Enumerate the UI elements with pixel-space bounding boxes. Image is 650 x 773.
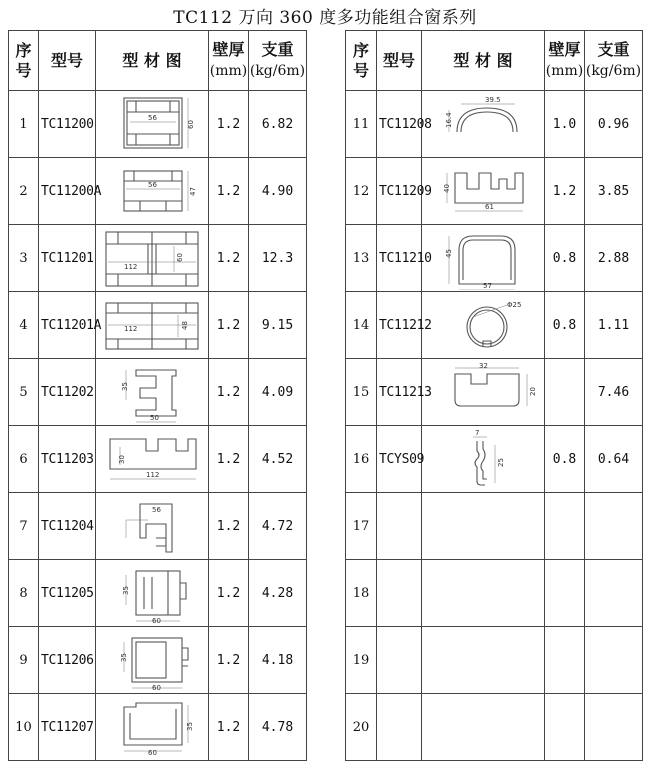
table-row (346, 426, 643, 493)
row-number: 5 (9, 359, 39, 426)
profile-cell (96, 426, 209, 493)
wall-thickness: 1.2 (209, 359, 249, 426)
svg-text:48: 48 (181, 321, 189, 330)
wall-thickness (545, 694, 585, 761)
table-row (9, 91, 307, 158)
row-number: 19 (346, 627, 377, 694)
profile-drawing (427, 293, 539, 357)
header-wall: 壁厚 (mm) (209, 31, 249, 91)
profile-cell (96, 359, 209, 426)
row-number: 2 (9, 158, 39, 225)
wall-thickness: 1.2 (209, 158, 249, 225)
weight-value (585, 694, 643, 761)
profile-cell (422, 91, 545, 158)
table-row (346, 359, 643, 426)
profile-cell (422, 560, 545, 627)
svg-text:112: 112 (124, 263, 138, 271)
profile-cell (422, 627, 545, 694)
model-code: TC11213 (377, 359, 422, 426)
wall-thickness (545, 493, 585, 560)
row-number: 14 (346, 292, 377, 359)
profile-table-left (8, 30, 307, 761)
table-row (346, 560, 643, 627)
model-code (377, 493, 422, 560)
model-code: TC11200 (39, 91, 96, 158)
svg-text:32: 32 (479, 362, 488, 370)
row-number: 6 (9, 426, 39, 493)
row-number: 12 (346, 158, 377, 225)
model-code: TC11205 (39, 560, 96, 627)
profile-cell (422, 292, 545, 359)
profile-cell (422, 225, 545, 292)
profile-drawing (96, 628, 208, 692)
wall-thickness (545, 560, 585, 627)
header-weight: 支重 (kg/6m) (585, 31, 643, 91)
profile-table-right (345, 30, 643, 761)
weight-value: 0.64 (585, 426, 643, 493)
profile-drawing (96, 695, 208, 759)
svg-text:16.4: 16.4 (445, 112, 453, 128)
svg-text:112: 112 (146, 471, 160, 479)
profile-drawing (427, 226, 539, 290)
profile-drawing (96, 293, 208, 357)
weight-value: 4.28 (249, 560, 307, 627)
wall-thickness (545, 627, 585, 694)
table-row (346, 694, 643, 761)
weight-value: 0.96 (585, 91, 643, 158)
profile-cell (422, 359, 545, 426)
table-row (9, 694, 307, 761)
model-code: TCYS09 (377, 426, 422, 493)
row-number: 20 (346, 694, 377, 761)
wall-thickness: 1.0 (545, 91, 585, 158)
profile-drawing (96, 494, 208, 558)
table-row (9, 426, 307, 493)
profile-cell (96, 694, 209, 761)
svg-text:45: 45 (445, 249, 453, 258)
wall-thickness: 0.8 (545, 225, 585, 292)
model-code: TC11201A (39, 292, 96, 359)
model-code: TC11208 (377, 91, 422, 158)
svg-text:20: 20 (529, 387, 537, 396)
profile-cell (422, 694, 545, 761)
svg-text:47: 47 (189, 187, 197, 196)
profile-drawing (96, 427, 208, 491)
header-profile: 型 材 图 (422, 31, 545, 91)
svg-text:57: 57 (483, 282, 492, 290)
profile-cell (422, 158, 545, 225)
header-weight: 支重 (kg/6m) (249, 31, 307, 91)
wall-thickness: 1.2 (209, 560, 249, 627)
svg-text:35: 35 (120, 653, 128, 662)
header-profile: 型 材 图 (96, 31, 209, 91)
profile-drawing (96, 159, 208, 223)
profile-drawing (427, 92, 539, 156)
weight-value: 7.46 (585, 359, 643, 426)
profile-drawing (427, 360, 539, 424)
table-row (9, 225, 307, 292)
table-row (346, 627, 643, 694)
row-number: 3 (9, 225, 39, 292)
wall-thickness: 1.2 (209, 426, 249, 493)
svg-text:39.5: 39.5 (485, 96, 501, 104)
table-row (9, 627, 307, 694)
profile-cell (96, 225, 209, 292)
weight-value: 2.88 (585, 225, 643, 292)
profile-cell (422, 426, 545, 493)
model-code: TC11210 (377, 225, 422, 292)
profile-cell (96, 493, 209, 560)
svg-text:61: 61 (485, 203, 494, 211)
row-number: 15 (346, 359, 377, 426)
weight-value: 9.15 (249, 292, 307, 359)
model-code (377, 627, 422, 694)
model-code (377, 694, 422, 761)
row-number: 8 (9, 560, 39, 627)
table-row (346, 292, 643, 359)
wall-thickness: 1.2 (545, 158, 585, 225)
row-number: 4 (9, 292, 39, 359)
svg-text:60: 60 (152, 617, 161, 625)
profile-drawing (427, 427, 539, 491)
svg-text:56: 56 (148, 181, 157, 189)
wall-thickness: 1.2 (209, 91, 249, 158)
profile-cell (96, 627, 209, 694)
svg-text:50: 50 (150, 414, 159, 422)
table-row (9, 493, 307, 560)
svg-text:35: 35 (121, 382, 129, 391)
profile-drawing (96, 92, 208, 156)
weight-value: 4.52 (249, 426, 307, 493)
wall-thickness: 1.2 (209, 292, 249, 359)
table-row (9, 560, 307, 627)
header-no: 序 号 (9, 31, 39, 91)
row-number: 13 (346, 225, 377, 292)
table-row (9, 158, 307, 225)
table-row (346, 225, 643, 292)
table-row (346, 158, 643, 225)
model-code (377, 560, 422, 627)
svg-text:40: 40 (443, 184, 451, 193)
table-header-row (9, 31, 307, 91)
wall-thickness: 1.2 (209, 225, 249, 292)
row-number: 16 (346, 426, 377, 493)
header-no: 序 号 (346, 31, 377, 91)
header-wall: 壁厚 (mm) (545, 31, 585, 91)
row-number: 7 (9, 493, 39, 560)
profile-cell (422, 493, 545, 560)
header-model: 型号 (39, 31, 96, 91)
svg-text:60: 60 (152, 684, 161, 692)
wall-thickness: 1.2 (209, 694, 249, 761)
profile-drawing (96, 561, 208, 625)
svg-text:Φ25: Φ25 (507, 301, 522, 309)
profile-cell (96, 292, 209, 359)
weight-value: 4.78 (249, 694, 307, 761)
svg-text:56: 56 (152, 506, 161, 514)
svg-text:35: 35 (122, 586, 130, 595)
weight-value: 12.3 (249, 225, 307, 292)
row-number: 9 (9, 627, 39, 694)
weight-value: 3.85 (585, 158, 643, 225)
weight-value (585, 493, 643, 560)
wall-thickness: 0.8 (545, 426, 585, 493)
weight-value: 4.90 (249, 158, 307, 225)
page-title: TC112 万向 360 度多功能组合窗系列 (173, 8, 477, 28)
profile-cell (96, 91, 209, 158)
model-code: TC11206 (39, 627, 96, 694)
svg-text:30: 30 (118, 455, 126, 464)
wall-thickness: 0.8 (545, 292, 585, 359)
svg-text:7: 7 (475, 429, 480, 437)
wall-thickness: 1.2 (209, 493, 249, 560)
table-header-row (346, 31, 643, 91)
svg-text:60: 60 (148, 749, 157, 757)
svg-text:56: 56 (148, 114, 157, 122)
svg-text:112: 112 (124, 325, 138, 333)
row-number: 11 (346, 91, 377, 158)
model-code: TC11203 (39, 426, 96, 493)
row-number: 1 (9, 91, 39, 158)
model-code: TC11209 (377, 158, 422, 225)
wall-thickness (545, 359, 585, 426)
row-number: 10 (9, 694, 39, 761)
weight-value: 1.11 (585, 292, 643, 359)
svg-text:25: 25 (497, 458, 505, 467)
table-row (346, 493, 643, 560)
model-code: TC11200A (39, 158, 96, 225)
profile-drawing (427, 159, 539, 223)
weight-value: 6.82 (249, 91, 307, 158)
profile-drawing (96, 226, 208, 290)
profile-cell (96, 560, 209, 627)
header-model: 型号 (377, 31, 422, 91)
svg-text:60: 60 (176, 253, 184, 262)
weight-value: 4.72 (249, 493, 307, 560)
profile-cell (96, 158, 209, 225)
weight-value (585, 560, 643, 627)
model-code: TC11201 (39, 225, 96, 292)
svg-text:35: 35 (186, 722, 194, 731)
model-code: TC11212 (377, 292, 422, 359)
model-code: TC11202 (39, 359, 96, 426)
weight-value (585, 627, 643, 694)
row-number: 18 (346, 560, 377, 627)
table-row (9, 359, 307, 426)
model-code: TC11207 (39, 694, 96, 761)
profile-drawing (96, 360, 208, 424)
row-number: 17 (346, 493, 377, 560)
table-row (9, 292, 307, 359)
wall-thickness: 1.2 (209, 627, 249, 694)
weight-value: 4.09 (249, 359, 307, 426)
table-row (346, 91, 643, 158)
svg-text:60: 60 (187, 120, 195, 129)
weight-value: 4.18 (249, 627, 307, 694)
model-code: TC11204 (39, 493, 96, 560)
